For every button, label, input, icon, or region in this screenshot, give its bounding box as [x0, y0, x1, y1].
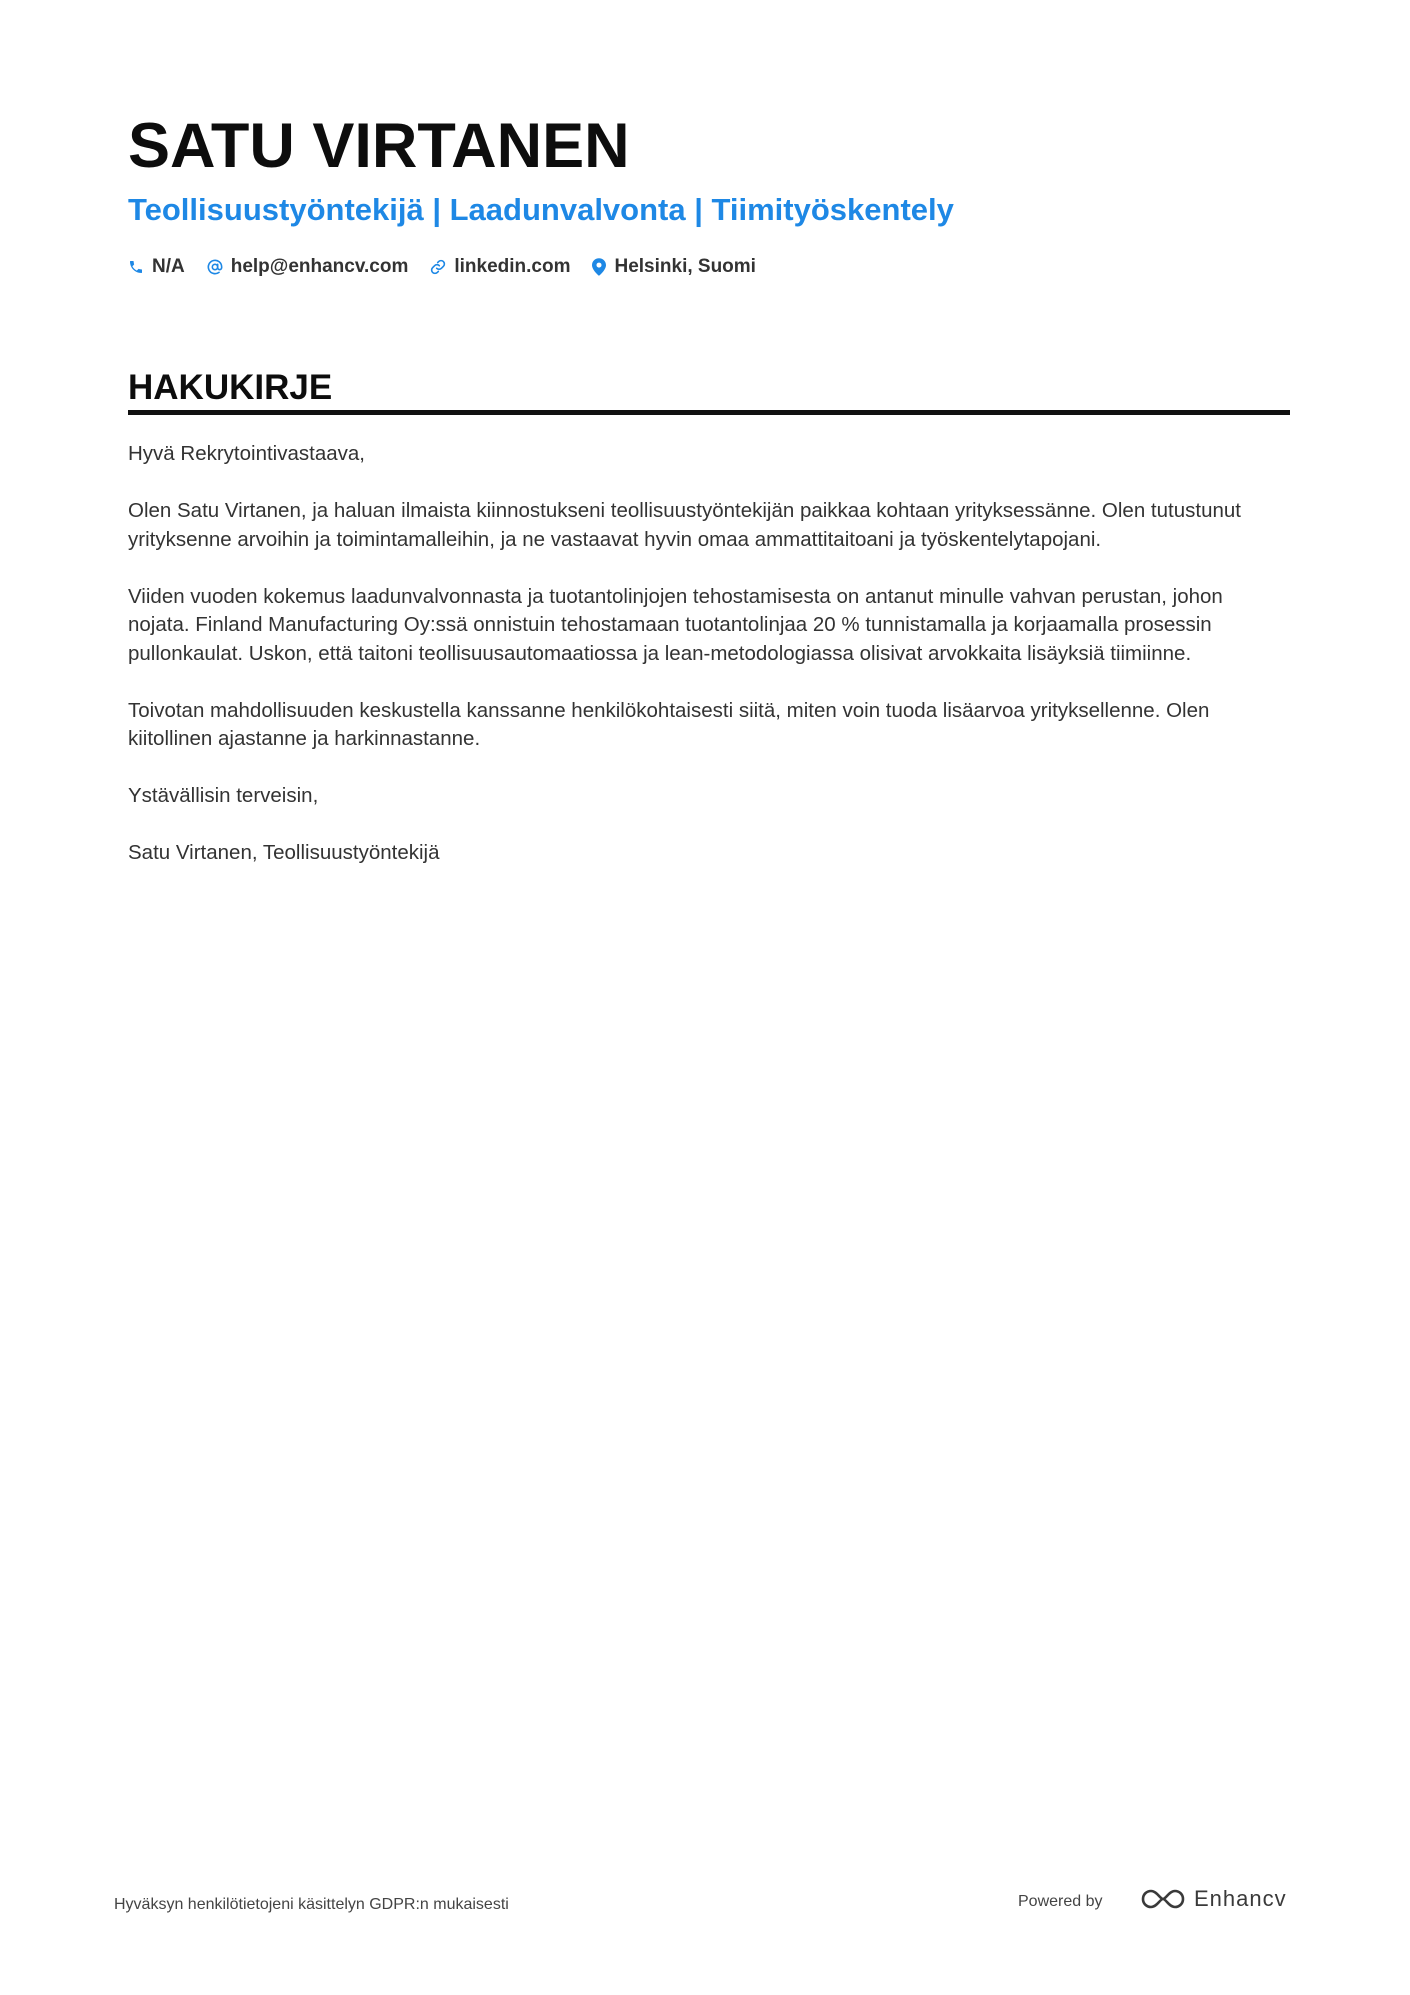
contact-email[interactable] — [207, 253, 409, 281]
link-value[interactable]: linkedin.com — [454, 256, 571, 277]
letter-body — [128, 440, 1290, 896]
letter-signature: Satu Virtanen, Teollisuustyöntekijä — [128, 841, 440, 864]
contact-location — [592, 253, 755, 281]
powered-by-label: Powered by — [1018, 1893, 1103, 1910]
enhancv-logo-icon — [1140, 1887, 1186, 1911]
contact-phone — [128, 253, 185, 281]
email-value[interactable]: help@enhancv.com — [230, 256, 409, 277]
letter-paragraph: Toivotan mahdollisuuden keskustella kanssanne henkilökohtaisesti siitä, miten voin tuoda lisäarvoa yrityksellenne. Olen kiitollinen ajastanne ja harkinnastanne. — [128, 698, 1210, 750]
candidate-headline: Teollisuustyöntekijä | Laadunvalvonta | Tiimityöskentely — [128, 192, 954, 227]
phone-value: N/A — [152, 256, 185, 277]
cover-letter-page — [128, 0, 1290, 1995]
gdpr-consent-note: Hyväksyn henkilötietojeni käsittelyn GDPR:n mukaisesti — [114, 1896, 509, 1913]
contact-bar — [128, 253, 756, 281]
candidate-name: SATU VIRTANEN — [128, 111, 630, 181]
brand-name: Enhancv — [1194, 1886, 1287, 1911]
letter-paragraph: Olen Satu Virtanen, ja haluan ilmaista kiinnostukseni teollisuustyöntekijän paikkaa kohtaan yrityksessänne. Olen tutustunut yrityksenne arvoihin ja toimintamalleihin, ja ne vastaavat hyvin omaa ammattitaitoani ja työskentelytapojani. — [128, 499, 1241, 551]
location-value: Helsinki, Suomi — [614, 256, 756, 277]
location-pin-icon — [592, 258, 606, 276]
at-sign-icon — [207, 259, 223, 275]
link-icon — [430, 259, 446, 275]
section-divider — [128, 410, 1290, 415]
section-title: HAKUKIRJE — [128, 368, 333, 407]
phone-icon — [128, 259, 144, 275]
brand-logo[interactable] — [1140, 1884, 1287, 1914]
letter-greeting: Hyvä Rekrytointivastaava, — [128, 442, 365, 465]
letter-paragraph: Viiden vuoden kokemus laadunvalvonnasta ja tuotantolinjojen tehostamisesta on antanut minulle vahvan perustan, johon nojata. Finland Manufacturing Oy:ssä onnistuin tehostamaan tuotantolinjaa 20 % tunnistamalla ja korjaamalla prosessin pullonkaulat. Uskon, että taitoni teollisuusautomaatiossa ja lean-metodologiassa olisivat arvokkaita lisäyksiä tiimiinne. — [128, 584, 1223, 665]
letter-closing: Ystävällisin terveisin, — [128, 784, 319, 807]
contact-link[interactable] — [430, 253, 570, 281]
